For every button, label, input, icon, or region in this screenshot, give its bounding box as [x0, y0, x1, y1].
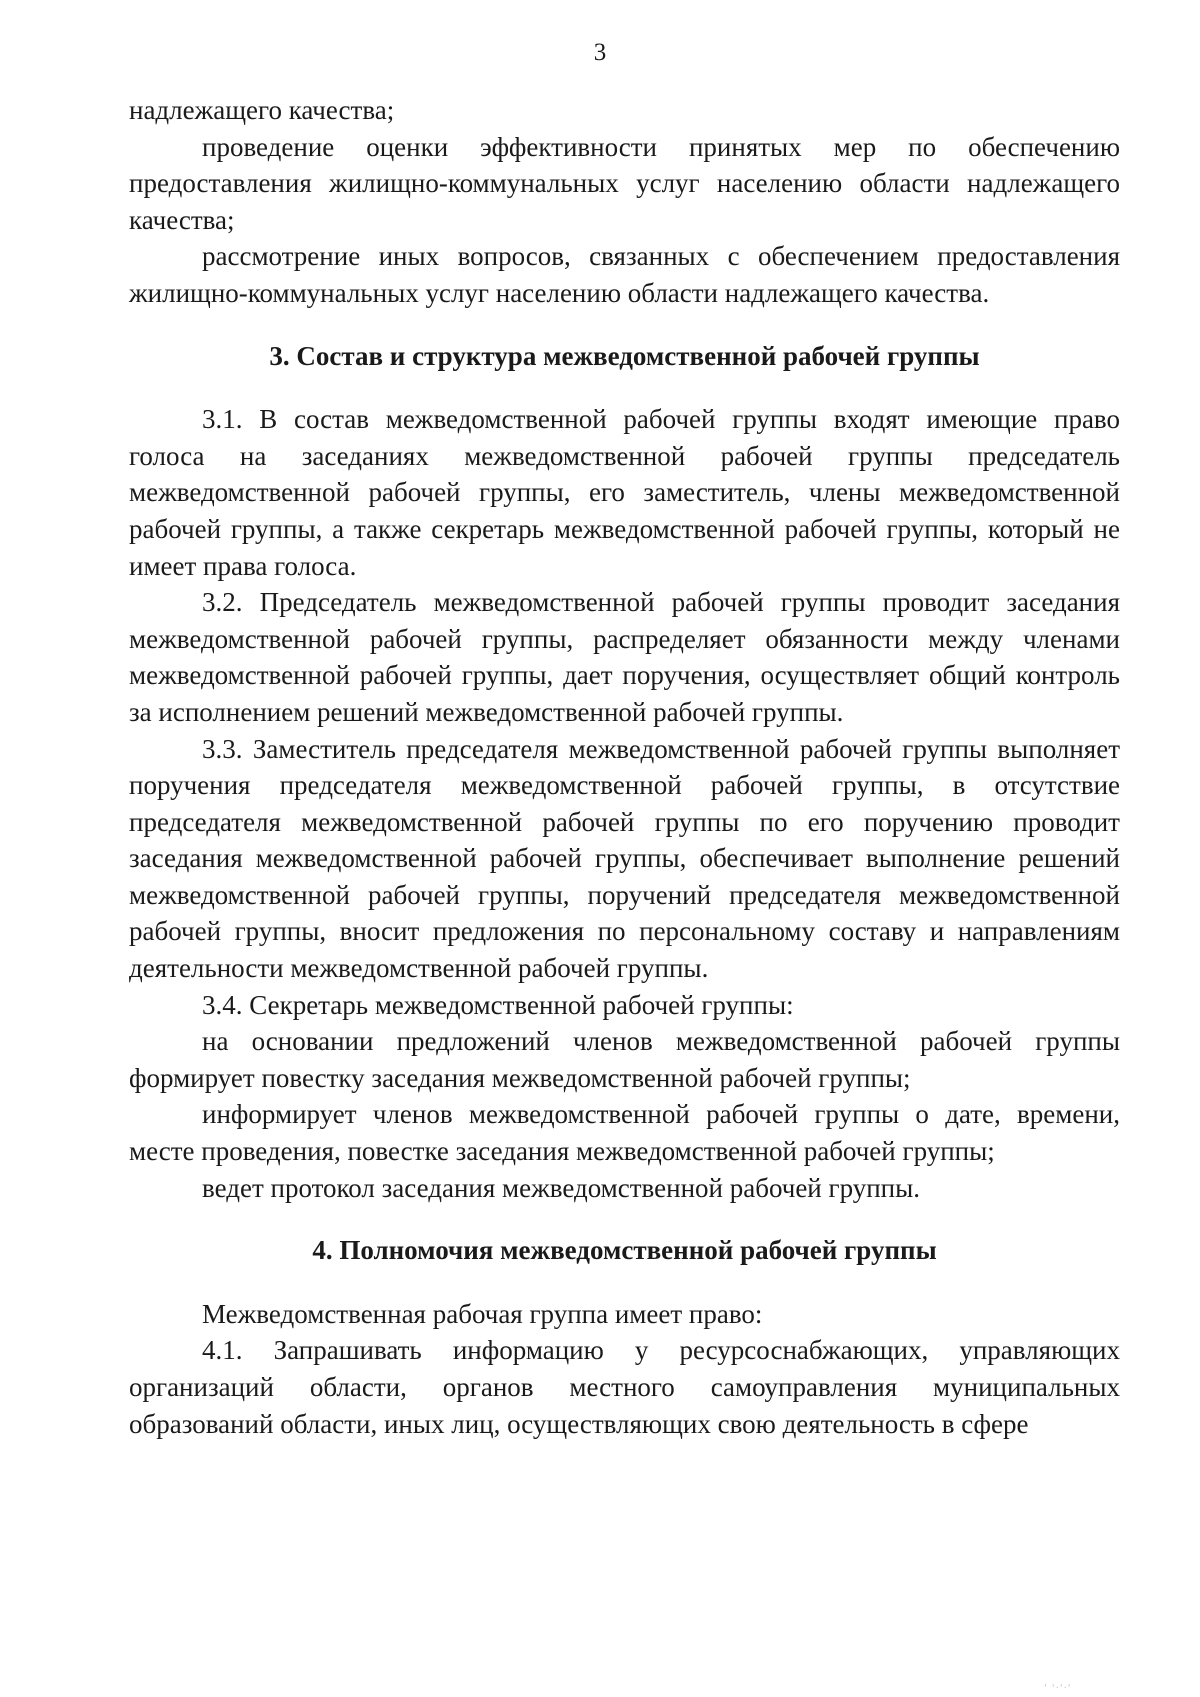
paragraph-4-1: 4.1. Запрашивать информацию у ресурсоснабжающих, управляющих организаций области, органов местного самоуправления муниципальных образований области, иных лиц, осуществляющих свою деятельность в сфере — [129, 1335, 1120, 1439]
paragraph-secretary-protocol: ведет протокол заседания межведомственной рабочей группы. — [202, 1172, 921, 1203]
paragraph-3-2: 3.2. Председатель межведомственной рабочей группы проводит заседания межведомственной рабочей группы, распределяет обязанности между членами межведомственной рабочей группы, дает поручения, осуществляет общий контроль за исполнением решений межведомственной рабочей группы. — [129, 587, 1120, 727]
paragraph-other-questions: рассмотрение иных вопросов, связанных с обеспечением предоставления жилищно-коммунальных услуг населению области надлежащего качества. — [129, 241, 1120, 308]
section-heading-4: 4. Полномочия межведомственной рабочей группы — [312, 1235, 937, 1266]
section-heading-3: 3. Состав и структура межведомственной рабочей группы — [269, 340, 980, 371]
paragraph-rights-intro: Межведомственная рабочая группа имеет право: — [202, 1298, 763, 1329]
paragraph-secretary-agenda: на основании предложений членов межведомственной рабочей группы формирует повестку заседания межведомственной рабочей группы; — [129, 1026, 1120, 1093]
paragraph-3-4: 3.4. Секретарь межведомственной рабочей группы: — [202, 989, 794, 1020]
paragraph-3-1: 3.1. В состав межведомственной рабочей группы входят имеющие право голоса на заседаниях межведомственной рабочей группы председатель межведомственной рабочей группы, его заместитель, члены межведомственной рабочей группы, а также секретарь межведомственной рабочей группы, который не имеет права голоса. — [129, 404, 1120, 581]
paragraph-secretary-inform: информирует членов межведомственной рабочей группы о дате, времени, месте проведения, повестке заседания межведомственной рабочей группы; — [129, 1099, 1120, 1167]
paragraph-effectiveness-assessment: проведение оценки эффективности принятых мер по обеспечению предоставления жилищно-коммунальных услуг населению области надлежащего качества; — [129, 131, 1120, 235]
scan-artifact-mark: ' '·'·' — [1044, 1683, 1072, 1694]
page-number: 3 — [593, 39, 607, 66]
paragraph-continuation: надлежащего качества; — [129, 95, 395, 125]
paragraph-3-3: 3.3. Заместитель председателя межведомственной рабочей группы выполняет поручения председателя межведомственной рабочей группы, в отсутствие председателя межведомственной рабочей группы по его поручению проводит заседания межведомственной рабочей группы, обеспечивает выполнение решений межведомственной рабочей группы, поручений председателя межведомственной рабочей группы, вносит предложения по персональному составу и направлениям деятельности межведомственной рабочей группы. — [129, 733, 1120, 984]
document-body — [129, 92, 1120, 1442]
